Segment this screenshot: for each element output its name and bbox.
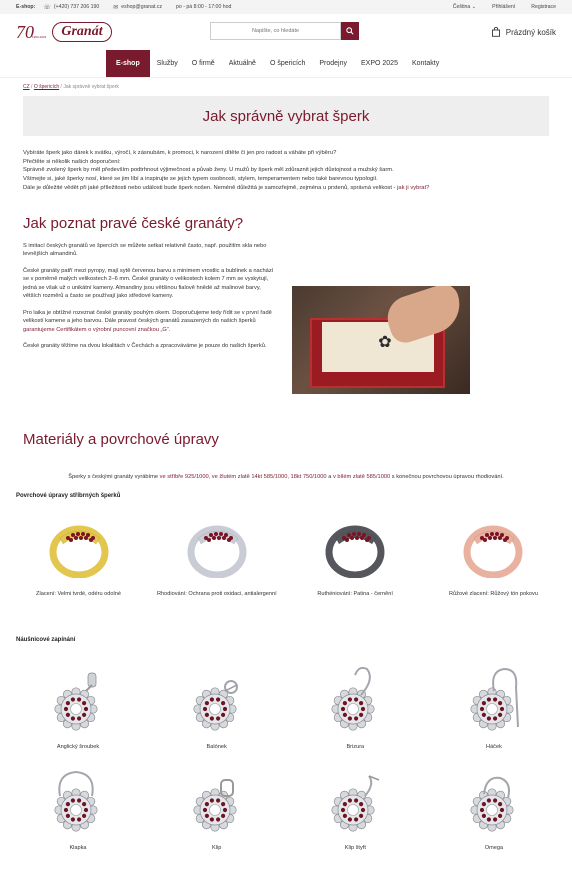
clasp-item [12,766,144,851]
nav-kontakty[interactable]: Kontakty [411,60,440,67]
nav-prodejny[interactable]: Prodejny [319,60,347,67]
earring-icon [38,766,118,841]
email-contact[interactable] [113,4,162,11]
nav-o-sperkach[interactable]: O špericích [269,60,306,67]
register-link[interactable]: Registrace [531,4,556,10]
brooch-icon: ✿ [378,334,392,351]
earring-clasps-row-1 [0,665,572,750]
finish-item [431,518,556,598]
finish-item [16,518,141,598]
language-select[interactable]: Čeština ⌄ [452,4,477,10]
clasp-caption: Omega [484,845,504,851]
cart-bag-icon [491,27,501,37]
login-link[interactable]: Přihlášení [492,4,516,10]
granaty-text [23,242,278,360]
ring-icon [44,518,114,578]
cart-label: Prázdný košík [505,27,556,37]
intro-text [0,136,572,193]
section-heading-materials: Materiály a povrchové úpravy [23,431,219,448]
earring-icon [38,665,118,740]
main-nav [0,50,572,78]
opening-hours: po - pá 8:00 - 17:00 hod [176,4,232,10]
finish-caption: Rhodiování: Ochrana proti oxidaci, antialergenní [156,591,277,597]
header [0,14,572,50]
clasp-caption: Klip štyft [344,845,366,851]
section-heading-granaty: Jak poznat pravé české granáty? [23,214,244,232]
eshop-label: E-shop: [16,4,36,10]
finish-caption: Ruthéniování: Patina - černění [317,591,393,597]
search-button[interactable] [341,22,359,40]
page-title-banner [23,96,549,136]
clasp-caption: Klip [211,845,222,851]
intro-line: Přečtěte si několik našich doporučení: [23,158,121,165]
finish-item [154,518,279,598]
mail-icon: ✉ [113,4,119,11]
clasp-item [289,665,421,750]
intro-line: Vybíráte šperk jako dárek k svátku, výročí, k zásnubám, k promoci, k narození dítěte či jen pro radost a váháte při výběru? [23,150,337,156]
clasp-caption: Anglický šroubek [56,744,100,750]
finish-caption: Zlacení: Velmi tvrdé, odéru odolné [36,591,121,597]
clasp-item [151,766,283,851]
breadcrumb-current: Jak správně vybrat šperk [63,84,119,90]
earring-clasps-heading: Náušnicové zapínání [16,637,76,643]
clasp-item [12,665,144,750]
cart-button[interactable] [491,27,556,37]
clasp-item [428,665,560,750]
page-title: Jak správně vybrat šperk [202,107,370,125]
finish-caption: Růžové zlacení: Růžový tón pokovu [449,591,538,597]
search-form [210,22,359,40]
earring-icon [315,665,395,740]
earring-icon [454,665,534,740]
ring-icon [320,518,390,578]
clasp-caption: Balónek [206,744,227,750]
breadcrumb: CZ / O špericích / Jak správně vybrat šperk [23,84,119,90]
nav-eshop[interactable]: E-shop [106,50,150,77]
nav-sluzby[interactable]: Služby [156,60,178,67]
search-icon [346,27,354,35]
top-bar [0,0,572,14]
phone-contact[interactable] [43,4,99,11]
materials-link-gold[interactable]: ve stříbře 925/1000, ve žlutém zlatě 14kt 585/1000, 18kt 750/1000 [159,474,327,480]
intro-line: Dále je důležité vědět při jaké příležitosti nebo události bude šperk nošen. Neméně důležitá je samozřejmě, zejména u prstenů, správná velikost - jak ji vybrat? [23,184,430,191]
breadcrumb-home[interactable]: CZ [23,84,30,90]
logo[interactable] [16,22,136,42]
phone-icon: ☏ [43,4,51,11]
search-input[interactable] [210,22,341,40]
clasp-caption: Klapka [69,845,87,851]
ring-icon [182,518,252,578]
finish-item [293,518,418,598]
materials-text: Šperky s českými granáty vyrábíme ve stříbře 925/1000, ve žlutém zlatě 14kt 585/1000, 18kt 750/1000 a v bílém zlatě 585/1000 s konečnou povrchovou úpravou rhodiování. [68,474,504,480]
logo-anniversary: 70 [16,22,34,42]
earring-icon [177,766,257,841]
paragraph: České granáty těžíme na dvou lokalitách v Čechách a zpracováváme je pouze do našich šperků. [23,343,267,350]
clasp-item [428,766,560,851]
materials-link-white-gold[interactable]: v bílém zlatě 585/1000 [332,474,391,480]
earring-icon [454,766,534,841]
certificate-link[interactable]: garantujeme Certifikátem o výrobní puncovní značkou „G“. [23,326,171,333]
logo-brand: Granát [52,22,111,42]
paragraph: S imitací českých granátů ve špercích se můžete setkat relativně často, např. použitím skla nebo levnějších almandinů. [23,242,267,257]
clasp-caption: Brizura [346,744,365,750]
paragraph: České granáty patří mezi pyropy, mají sytě červenou barvu s minimem vrostlic a bublinek a nachází se v poměrně malých velikostech 2–6 mm. České granáty o velikostech kolem 7 mm se vyskytují, jedná se však už o unikátní kameny. Almandiny jsou většinou fialově hnědé až malinové barvy, větších rozměrů a často se používají jako středové kameny. [23,267,274,299]
nav-aktualne[interactable]: Aktuálně [228,60,256,67]
earring-clasps-row-2 [0,766,572,851]
clasp-caption: Háček [486,744,502,750]
silver-finishes-heading: Povrchové úpravy stříbrných šperků [16,493,121,499]
earring-icon [315,766,395,841]
intro-line: Všímejte si, jaké šperky nosí, které se jim líbí a inspirujte se jejich typem osobnosti, stylem, temperamentem nebo také barevnou typologií. [23,176,378,183]
clasp-item [289,766,421,851]
breadcrumb-parent[interactable]: O špericích [33,84,60,90]
clasp-item [151,665,283,750]
garnet-jewelry-photo [292,286,470,394]
nav-expo[interactable]: EXPO 2025 [361,60,398,67]
phone-text: (+420) 737 206 190 [53,4,100,10]
paragraph: Pro laika je obtížné rozeznat české granáty pouhým okem. Doporučujeme tedy řídit se v první řadě velikostí kamene a jeho barvou. Dále pravost českých granátů zasazených do našich šperků garantujeme Certifikátem o výrobní puncovní značkou „G“. [23,309,272,333]
ring-icon [458,518,528,578]
nav-o-firme[interactable]: O firmě [191,60,215,67]
email-text: eshop@granat.cz [121,4,163,10]
granaty-section [0,242,572,360]
silver-finishes-grid [0,518,572,598]
chevron-down-icon: ⌄ [471,4,477,10]
intro-line: Správně zvolený šperk by měl především podtrhnout výjimečnost a půvab ženy. U mužů by šperk měl zdůraznit jejich důstojnost a mužský šarm. [23,167,394,174]
logo-years: 1953-2023 [32,35,47,39]
ring-size-link[interactable]: jak ji vybrat? [397,184,430,191]
earring-icon [177,665,257,740]
